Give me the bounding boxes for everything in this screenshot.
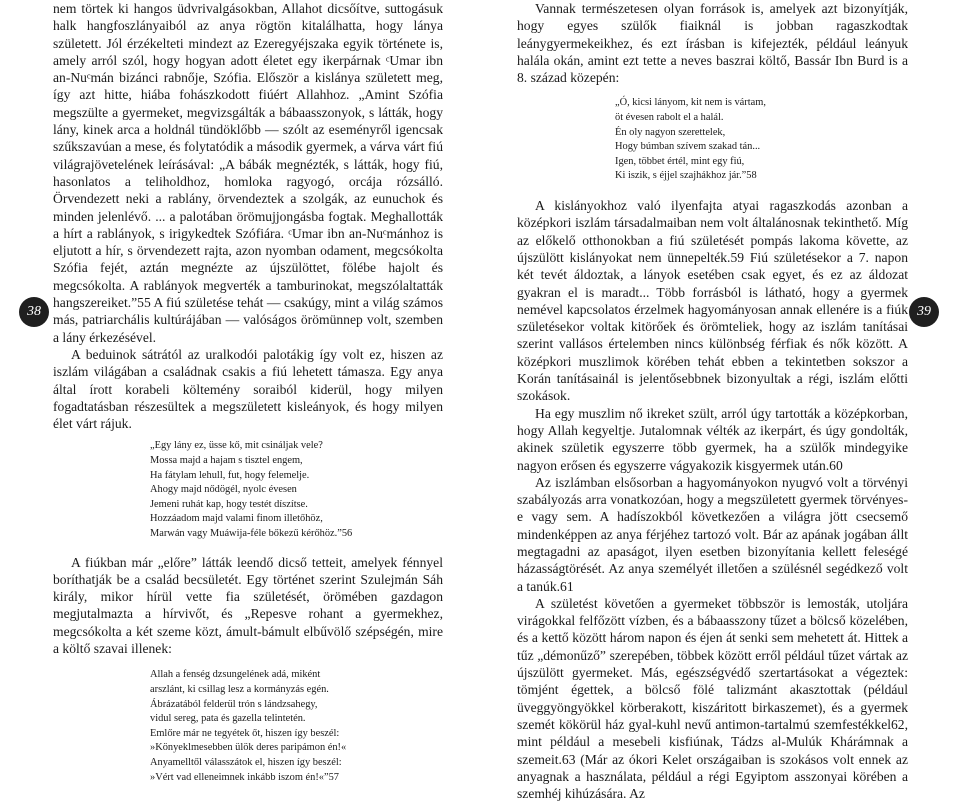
right-paragraph-2: A kislányokhoz való ilyenfajta atyai ragaszkodás azonban a középkori iszlám társadalmaiban nem volt általánosnak tekinthető. Míg az előkelő otthonokban a fiú születését pompás lakoma követte, az újszülött kislányokat nem ünnepelték.59 Fiú születésekor a 7. napon két tevét áldoztak, a lányok esetében csak egyet, és ez az áldozat gyakran el is maradt... Több forrásból is látható, hogy a gyermek nemével kapcsolatos érzelmek hagyományosan annak ellenére is a fiúk születésekor voltak kitörőek és örömteliek, hogy az iszlám tanításai szerint vallásos értelemben nincs különbség férfiak és nők között. A középkori muszlimok körében tehát ebben a tekintetben sokszor a Korán tanításainál is jelentősebbnek bizonyultak a régi, iszlám előtti szokások.: [517, 198, 908, 404]
poem-line: Emlőre már ne tegyétek őt, hiszen így beszél:: [150, 727, 340, 739]
poem-58: [615, 96, 908, 184]
poem-line: „Egy lány ez, üsse kő, mit csináljak vele?: [150, 440, 323, 452]
right-paragraph-3: Ha egy muszlim nő ikreket szült, arról úgy tartották a középkorban, hogy Allah kegyeltje. Jutalomnak vélték az ikerpárt, és úgy gondolták, akinek születik egyszerre több gyermek, ha a szülők mindegyike nagyon erősen és egyszerre vágyakozik kisgyermek után.60: [517, 405, 908, 473]
right-paragraph-4: Az iszlámban elsősorban a hagyományokon nyugvó volt a törvényi szabályozás arra vonatkozóan, hogy a megszületett gyermek törvényes-e vagy sem. A hadíszokból következően a világra jött csecsemő mindenképpen az anya férjéhez tartozó volt. Bár az apának jogában állt megtagadni az apaságot, ilyen esetben bizonyítania kellett feleségé házasságtörését. Az anya személyét illetően a szülésnél segédkező volt a tanúk.61: [517, 474, 908, 594]
poem-line: Allah a fenség dzsungelének adá, miként: [150, 669, 321, 681]
poem-line: »Könyeklmesebben ülök deres paripámon én!«: [150, 742, 347, 754]
poem-56: [150, 439, 443, 541]
poem-line: „Ó, kicsi lányom, kit nem is vártam,: [615, 97, 766, 109]
poem-line: Ki iszik, s éjjel szajhákhoz jár.”58: [615, 170, 757, 182]
left-paragraph-1: nem törtek ki hangos üdvrivalgásokban, Allahot dicsőítve, suttogásuk halk hangfoszlányaiból az anya rögtön kitalálhatta, hogy lánya született. Jól érzékelteti mindezt az Ezeregyéjszaka egyik története is, amely arról szól, hogy hogyan adott életet egy ikerpárnak ᶜUmar ibn an-Nuᶜmán bizánci rabnője, Szófia. Először a kislánya született meg, így azt hitte, hiába fohászkodott fiúért Allahhoz. „Amint Szófia megszülte a gyermeket, megvizsgálták a bábaasszonyok, s látták, hogy lány, kinek arca a holdnál tündöklőbb — szólt az eseményről igencsak szűkszavúan a mese, és folytatódik a második gyermek, a várva várt fiú világrajövetelének leírásával: „A bábák megnézték, s látták, hogy fiú, hasonlatos a teliholdhoz, homloka ragyogó, orcája rózsálló. Örvendezett neki a rablány, örvendeztek a szolgák, az eunuchok és minden jelenlévő. ... a palotában örömujjongásba fogtak. Meghallották a hírt a rablányok, s irigykedtek Szófiára. ᶜUmar ibn an-Nuᶜmánhoz is eljutott a hír, s örvendezett rajta, azon nyomban odament, megcsókolta Szófia fejét, aztán megnézte az újszülöttet, fölébe hajolt és megcsókolta. A rablányok megverték a tamburinokat, megszólaltatták hangszereiket.”55 A fiú születése tehát — csakúgy, mint a világ számos más, patriarchális kultúrájában — valóságos örömünnep volt, szemben a lány érkezésével.: [53, 1, 443, 345]
poem-line: »Vért vad elleneimnek inkább iszom én!«”57: [150, 771, 339, 783]
poem-line: Anyamelltől válasszátok el, hiszen így beszél:: [150, 756, 342, 768]
poem-line: Hogy búmban szívem szakad tán...: [615, 141, 761, 153]
poem-line: Ábrázatából felderül trón s lándzsahegy,: [150, 698, 318, 710]
right-paragraph-5: A születést követően a gyermeket többször is lemosták, utoljára virágokkal felfőzött vízben, és a bábaasszony tűzet a bölcső közelében, és a kettő között három napon és éjen át senki sem mehetett át. Hittek a tűz „démonűző” szerepében, többek között erről például tűzet vártak az újszülött gyermeket. Más, egészségvédő szertartásokat a végeztek: tömjént égettek, a bölcső fölé talizmánt akasztottak (például üveggyöngyökkel körberakott, kiszáritott birkaszemet), és a gyermek szemét kökörül ház gyal-kuhl nevű antimon-tartalmú szemfestékkel62, mint például a mesebeli kisfiúnak, Tádzs al-Mulúk Khárámnak a szemeit.63 (Már az ókori Kelet országaiban is szokásos volt ennek az anyagnak a használata, például a régi Egyiptom asszonyai körében a szemhéj kihúzására. Az: [517, 595, 908, 802]
page-number-left: 38: [19, 297, 49, 327]
poem-line: öt évesen rabolt el a halál.: [615, 112, 724, 124]
poem-line: Hozzáadom majd valami finom illetőhöz,: [150, 513, 323, 525]
right-page-column: [517, 0, 908, 802]
poem-line: Mossa majd a hajam s tisztel engem,: [150, 455, 303, 467]
left-paragraph-3: A fiúkban már „előre” látták leendő dicső tetteit, amelyek fénnyel boríthatják be a család becsületét. Egy történet szerint Szulejmán Sáh király, mikor hírül vette fia születését, örömében gazdagon megjutalmazta a hírvivőt, és „Repesve rohant a gyermekhez, megcsókolta a két szeme közt, ámult-bámult elbűvölő szépségén, mire a költő szavai illenek:: [53, 554, 443, 657]
right-paragraph-1: Vannak természetesen olyan források is, amelyek azt bizonyítják, hogy egyes szülők fiaiknál is jobban ragaszkodtak leánygyermekeikhez, és ezt írásban is kifejezték, például leányuk halála okán, amint ezt tette a neves baszrai költő, Bassár Ibn Burd is a 8. század közepén:: [517, 1, 908, 86]
page-number-right: 39: [909, 297, 939, 327]
left-page-column: [53, 0, 443, 785]
poem-line: vidul sereg, pata és gazella telintetén.: [150, 713, 306, 725]
poem-line: Igen, többet értél, mint egy fiú,: [615, 155, 745, 167]
poem-line: Jemeni ruhát kap, hogy testét díszítse.: [150, 498, 308, 510]
poem-57: [150, 668, 443, 785]
left-paragraph-2: A beduinok sátrától az uralkodói palotákig így volt ez, hiszen az iszlám világában a családnak csakis a fiú lehetett támasza. Egy anya által írott korabeli költemény soraiból kiderül, hogy milyen fogadtatásban részesültek a megszületett kisleányok, és hogy milyen élet várt rájuk.: [53, 346, 443, 432]
poem-line: Ha fátylam lehull, fut, hogy felemelje.: [150, 469, 310, 481]
poem-line: Ahogy majd nődögél, nyolc évesen: [150, 484, 297, 496]
poem-line: Én oly nagyon szerettelek,: [615, 126, 726, 138]
poem-line: Marwán vagy Muáwija-féle bőkezű kérőhöz.”56: [150, 527, 353, 539]
poem-line: arszlánt, ki csillag lesz a kormányzás egén.: [150, 683, 329, 695]
